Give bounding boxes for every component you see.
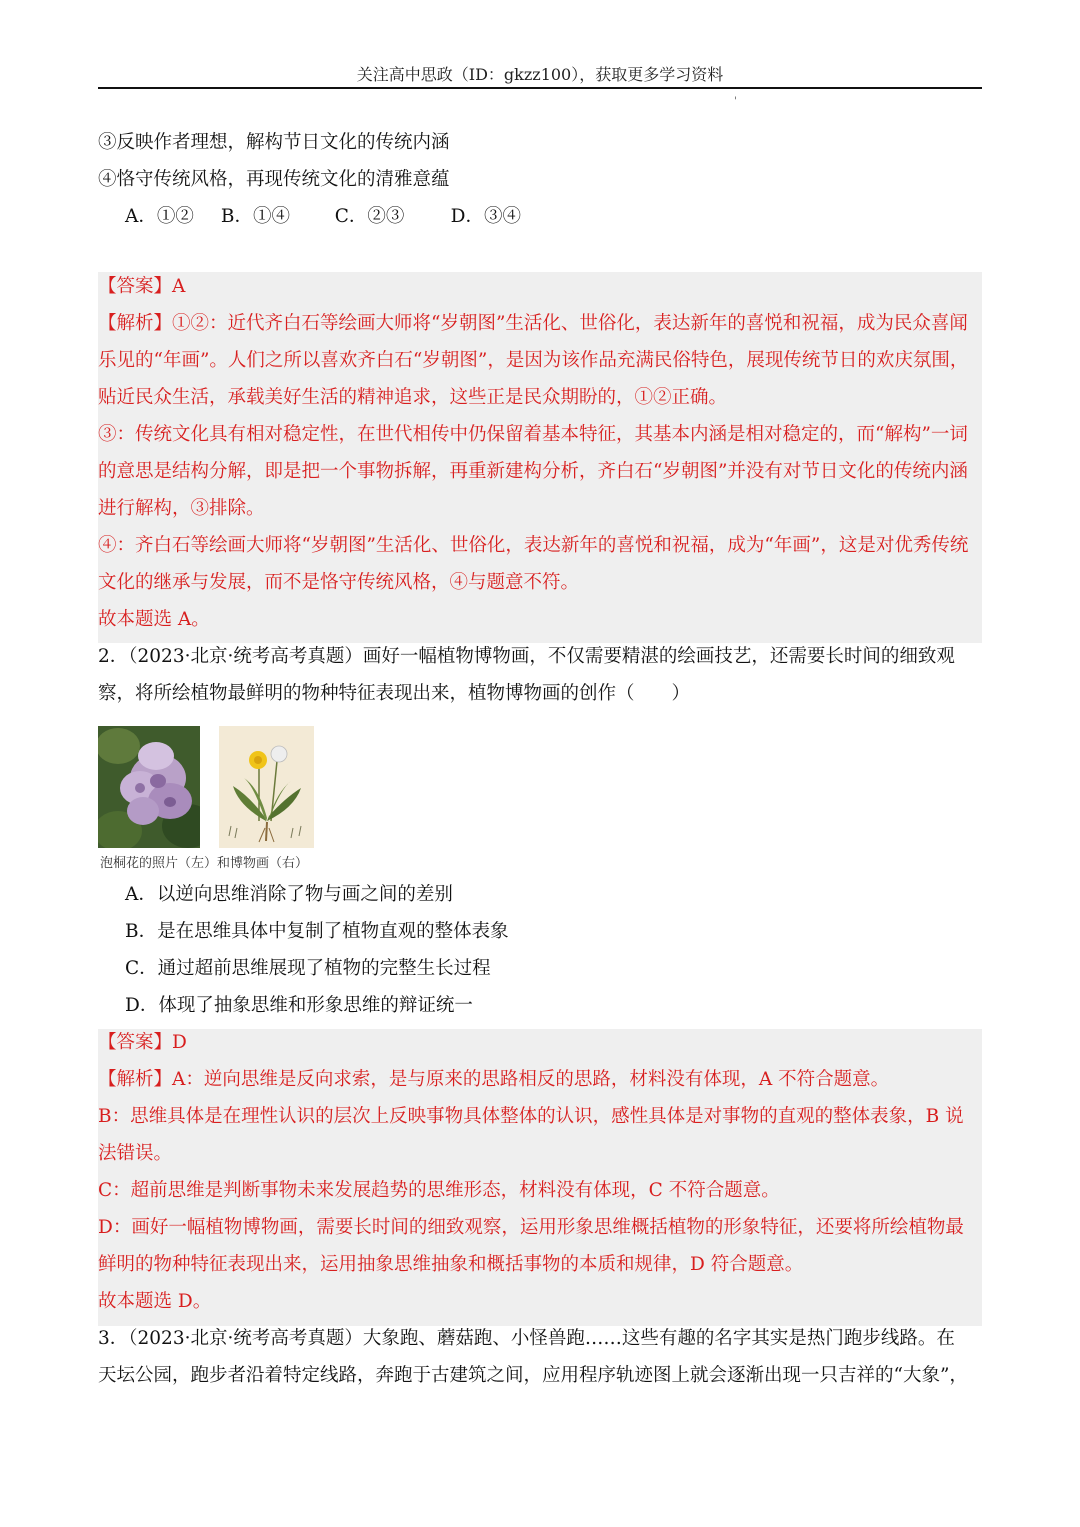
q2-analysis-line: C：超前思维是判断事物未来发展趋势的思维形态，材料没有体现，C 不符合题意。 xyxy=(98,1180,780,1201)
q1-analysis-line: 【解析】①②：近代齐白石等绘画大师将“岁朝图”生活化、世俗化，表达新年的喜悦和祝福，成为民众喜闻 xyxy=(98,313,968,334)
page-header: 关注高中思政（ID：gkzz100），获取更多学习资料 xyxy=(356,65,724,84)
q1-choices xyxy=(125,204,1009,230)
q1-conclusion: 故本题选 A。 xyxy=(98,609,210,630)
q1-analysis-line: ③：传统文化具有相对稳定性，在世代相传中仍保留着基本特征，其基本内涵是相对稳定的，而“解构”一词 xyxy=(98,424,968,445)
q2-analysis-line: 【解析】A：逆向思维是反向求索，是与原来的思路相反的思路，材料没有体现，A 不符合题意。 xyxy=(98,1069,890,1090)
q1-option-4: ④恪守传统风格，再现传统文化的清雅意蕴 xyxy=(98,169,450,190)
q1-choice-a: A．①② xyxy=(125,206,194,227)
q1-analysis-line: 乐见的“年画”。人们之所以喜欢齐白石“岁朝图”，是因为该作品充满民俗特色，展现传统节日的欢庆氛围， xyxy=(98,350,969,371)
q1-answer: 【答案】A xyxy=(98,276,186,297)
q2-answer: 【答案】D xyxy=(98,1032,187,1053)
q1-analysis-line: 的意思是结构分解，即是把一个事物拆解，再重新建构分析，齐白石“岁朝图”并没有对节日文化的传统内涵 xyxy=(98,461,968,482)
q3-stem-line: 3．（2023·北京·统考高考真题）大象跑、蘑菇跑、小怪兽跑……这些有趣的名字其实是热门跑步线路。在 xyxy=(98,1328,955,1349)
q2-conclusion: 故本题选 D。 xyxy=(98,1291,212,1312)
q2-stem-line: 察，将所绘植物最鲜明的物种特征表现出来，植物博物画的创作（ ） xyxy=(98,683,691,704)
q2-option-c: C．通过超前思维展现了植物的完整生长过程 xyxy=(125,958,491,979)
q1-analysis-line: 进行解构，③排除。 xyxy=(98,498,265,519)
header-divider xyxy=(98,87,982,89)
q2-analysis-line: D：画好一幅植物博物画，需要长时间的细致观察，运用形象思维概括植物的形象特征，还要将所绘植物最 xyxy=(98,1217,964,1238)
q3-stem-line: 天坛公园，跑步者沿着特定线路，奔跑于古建筑之间，应用程序轨迹图上就会逐渐出现一只吉祥的“大象”， xyxy=(98,1365,968,1386)
figure-caption: 泡桐花的照片（左）和博物画（右） xyxy=(100,856,309,871)
q2-option-a: A．以逆向思维消除了物与画之间的差别 xyxy=(125,884,453,905)
q2-analysis-line: 法错误。 xyxy=(98,1143,173,1164)
q2-analysis-line: 鲜明的物种特征表现出来，运用抽象思维抽象和概括事物的本质和规律，D 符合题意。 xyxy=(98,1254,804,1275)
q1-analysis-line: 文化的继承与发展，而不是恪守传统风格，④与题意不符。 xyxy=(98,572,580,593)
q1-choice-c: C．②③ xyxy=(334,206,405,227)
header-mark: ' xyxy=(734,96,737,107)
q1-analysis-line: 贴近民众生活，承载美好生活的精神追求，这些正是民众期盼的，①②正确。 xyxy=(98,387,728,408)
q2-option-b: B．是在思维具体中复制了植物直观的整体表象 xyxy=(125,921,509,942)
q2-option-d: D．体现了抽象思维和形象思维的辩证统一 xyxy=(125,995,473,1016)
q1-option-3: ③反映作者理想，解构节日文化的传统内涵 xyxy=(98,132,450,153)
q2-analysis-line: B：思维具体是在理性认识的层次上反映事物具体整体的认识，感性具体是对事物的直观的整体表象，B 说 xyxy=(98,1106,964,1127)
q1-choice-b: B．①④ xyxy=(220,206,290,227)
q1-choice-d: D．③④ xyxy=(450,206,522,227)
paulownia-photo xyxy=(98,726,200,848)
q2-stem-line: 2．（2023·北京·统考高考真题）画好一幅植物博物画，不仅需要精湛的绘画技艺，还需要长时间的细致观 xyxy=(98,646,955,667)
botanical-illustration xyxy=(219,726,314,848)
q1-analysis-line: ④：齐白石等绘画大师将“岁朝图”生活化、世俗化，表达新年的喜悦和祝福，成为“年画”，这是对优秀传统 xyxy=(98,535,969,556)
